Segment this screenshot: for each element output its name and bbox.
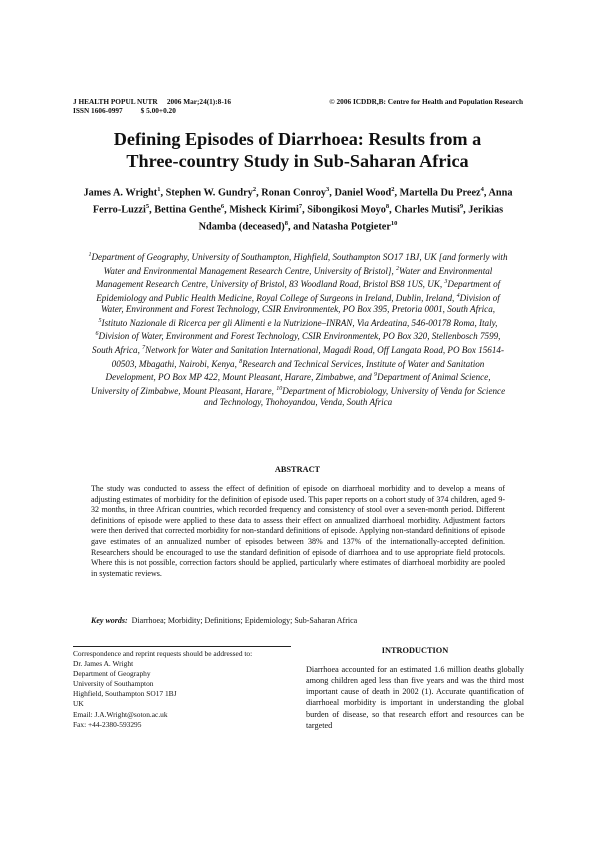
author-affiliation-mark: 8	[385, 202, 390, 210]
correspondence-line: University of Southampton	[73, 679, 154, 689]
correspondence-line: UK	[73, 699, 84, 709]
author-name: Charles Mutisi	[394, 204, 460, 216]
running-header	[73, 97, 523, 115]
correspondence-line: Department of Geography	[73, 669, 151, 679]
author-name: Martella Du Preez	[399, 187, 481, 199]
affiliation-number: 10	[276, 385, 283, 392]
author-name: Natasha Potgieter	[312, 221, 391, 233]
article-title	[60, 129, 535, 172]
author-name: Misheck Kirimi	[229, 204, 299, 216]
author-name: Sibongikosi Moyo	[307, 204, 386, 216]
author-name: Ronan Conroy	[261, 187, 327, 199]
affiliation-number: 2	[396, 265, 400, 272]
correspondence-line: Correspondence and reprint requests should be addressed to:	[73, 649, 253, 658]
affiliation-number: 5	[98, 317, 102, 324]
abstract-body: The study was conducted to assess the effect of definition of episode on diarrhoeal morbidity and to develop a means of adjusting estimates of morbidity for the definition of episode used. This paper reports on a cohort study of 374 children, aged 9-32 months, in three African countries, which recorded frequency and consistency of stool over a seven-month period. Different definitions of episode were applied to these data to assess their effect on annualized diarrhoeal morbidity. Adjustment factors were then derived that corrected morbidity for non-standard definitions of episode. Applying non-standard definitions of episode gave estimates of an annualized number of episodes between 38% and 137% of the internationally-accepted definition. Researchers should be encouraged to use the standard definition of episode of diarrhoea and to use appropriate field protocols. Where this is not possible, correction factors should be applied, particularly where estimates of diarrhoeal morbidity are pooled in systematic reviews.	[91, 484, 505, 578]
affiliation-number: 9	[374, 372, 377, 379]
footnote-divider	[73, 646, 291, 647]
author-affiliation-mark: 7	[298, 202, 303, 210]
author-affiliation-mark: 8	[284, 219, 288, 227]
author-separator: ,	[483, 187, 489, 199]
keywords-text: Diarrhoea; Morbidity; Definitions; Epidemiology; Sub-Saharan Africa	[131, 616, 358, 625]
affiliation-text: Research and Technical Services, Institute of Water and Sanitation Development, PO Box MP 422, Mount Pleasant, Harare, Zimbabwe,	[105, 358, 485, 383]
correspondence-block	[73, 649, 293, 730]
affiliation-number: 1	[88, 252, 92, 258]
author-affiliation-mark: 5	[145, 202, 150, 210]
author-separator: ,	[224, 204, 230, 216]
journal-citation: J HEALTH POPUL NUTR 2006 Mar;24(1):8-16	[73, 97, 232, 106]
introduction-body: Diarrhoea accounted for an estimated 1.6 million deaths globally among children aged less than five years and was the third most important cause of death in 2002 (1). Accurate quantification of diarrhoeal morbidity is important in understanding the global burden of disease, so that research effort and resources can be targeted	[306, 665, 524, 730]
correspondence-line[interactable]: Email: J.A.Wright@soton.ac.uk	[73, 709, 168, 719]
header-row-1	[73, 97, 523, 106]
author-name: Bettina Genthe	[154, 204, 221, 216]
keywords-label: Key words:	[91, 616, 128, 625]
affiliation-text: Department of Animal Science, University of Zimbabwe, Mount Pleasant, Harare,	[90, 372, 491, 396]
affiliation-text: Istituto Nazionale di Ricerca per gli Alimenti e la Nutrizione–INRAN, Via Ardeatina, 546-00178 Roma, Italy,	[101, 317, 498, 328]
author-separator: , and	[287, 221, 313, 233]
author-separator: ,	[160, 187, 166, 199]
affiliation-text: Division of Water, Environment and Forest Technology, CSIR Environmentek, PO Box 320, Stellenbosch 7599, South Africa,	[92, 331, 501, 356]
affiliation-number: 3	[444, 279, 448, 286]
author-affiliation-mark: 6	[220, 202, 225, 210]
author-affiliation-mark: 1	[157, 186, 161, 193]
keywords	[91, 616, 505, 625]
author-affiliation-mark: 4	[480, 186, 484, 193]
affiliation-text: Department of Geography, University of Southampton, Highfield, Southampton SO17 1BJ, UK [and formerly with Water and Environmental Management Research Centre, University of Bristol],	[91, 252, 508, 276]
correspondence-line: Highfield, Southampton SO17 1BJ	[73, 689, 177, 699]
affiliation-number: 4	[456, 292, 460, 299]
correspondence-line: Dr. James A. Wright	[73, 659, 134, 669]
author-separator: ,	[389, 204, 395, 216]
author-affiliation-mark: 3	[326, 186, 330, 193]
author-name: James A. Wright	[83, 187, 158, 199]
author-separator: ,	[329, 187, 335, 199]
author-affiliation-mark: 10	[390, 219, 398, 227]
title-line-2: Three-country Study in Sub-Saharan Africa	[126, 150, 469, 171]
author-name: Anna Ferro-Luzzi	[92, 187, 513, 216]
author-separator: ,	[256, 187, 262, 199]
author-affiliation-mark: 2	[252, 186, 257, 193]
affiliation-text: Department of Microbiology, University of Venda for Science and Technology, Thohoyandou, Venda, South Africa	[203, 385, 506, 408]
affiliation-text: Department of Epidemiology and Public Health Medicine, Royal College of Surgeons in Ireland, Dublin, Ireland,	[96, 279, 501, 303]
affiliation-number: 8	[239, 358, 243, 365]
affiliation-text: Network for Water and Sanitation International, Magadi Road, Off Langata Road, PO Box 15614-00503, Mbagathi, Nairobi, Kenya,	[111, 345, 504, 369]
price: $ 5.00+0.20	[140, 106, 176, 115]
affiliation-separator: and	[358, 372, 374, 383]
author-name: Stephen W. Gundry	[165, 187, 253, 199]
correspondence-line: Fax: +44-2380-593295	[73, 719, 142, 729]
issn: ISSN 1606-0997	[73, 106, 123, 115]
title-line-1: Defining Episodes of Diarrhoea: Results from a	[113, 129, 482, 149]
affiliations	[88, 250, 508, 409]
affiliation-text: Division of Water, Environment and Forest Technology, CSIR Environmentek, PO Box 395, Pretoria 0001, South Africa,	[100, 292, 500, 315]
author-separator: ,	[149, 204, 155, 216]
header-row-2	[73, 106, 523, 115]
abstract-heading: ABSTRACT	[274, 465, 321, 474]
author-name: Daniel Wood	[334, 187, 392, 199]
affiliation-text: Water and Environmental Management Research Centre, University of Bristol, 83 Woodland Road, Bristol BS8 1US, UK,	[95, 265, 493, 290]
author-name: Jerikias Ndamba (deceased)	[198, 204, 504, 233]
author-affiliation-mark: 9	[459, 202, 464, 210]
author-separator: ,	[394, 187, 400, 199]
author-separator: ,	[463, 204, 469, 216]
author-list	[78, 183, 518, 234]
affiliation-number: 6	[95, 331, 99, 338]
copyright-notice: © 2006 ICDDR,B: Centre for Health and Population Research	[329, 97, 523, 106]
affiliation-number: 7	[142, 345, 146, 352]
author-separator: ,	[302, 204, 308, 216]
introduction-heading: INTRODUCTION	[381, 646, 449, 655]
author-affiliation-mark: 2	[391, 186, 395, 193]
